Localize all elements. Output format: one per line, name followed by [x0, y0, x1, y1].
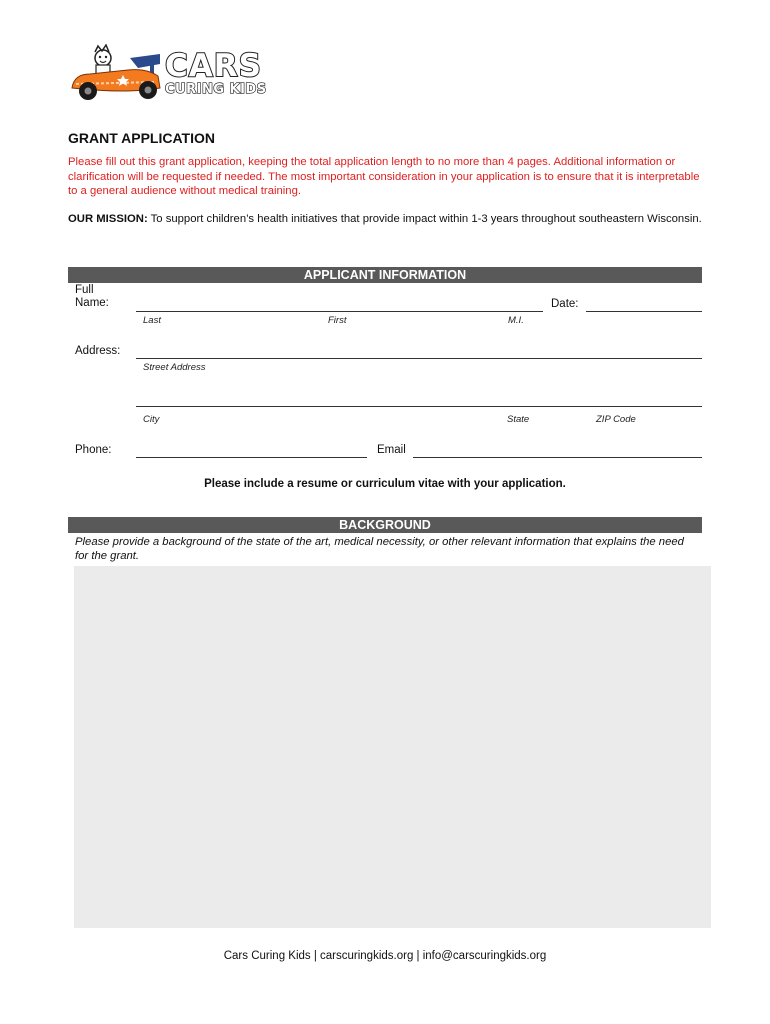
logo-word-cars: CARS	[165, 48, 262, 84]
full-name-field[interactable]	[136, 311, 543, 312]
mission-statement	[68, 212, 708, 227]
background-description: Please provide a background of the state of the art, medical necessity, or other relevant information that explains the need for the grant.	[75, 536, 684, 562]
street-address-hint: Street Address	[143, 362, 206, 373]
first-name-hint: First	[328, 315, 347, 326]
address-label: Address:	[75, 345, 121, 357]
full-name-label-line2: Name:	[75, 297, 109, 309]
background-header: BACKGROUND	[68, 517, 702, 533]
phone-label: Phone:	[75, 444, 112, 456]
mission-text: To support children’s health initiatives that provide impact within 1-3 years throughout southeastern Wisconsin.	[147, 213, 702, 225]
logo-word-curing-kids: CURING KIDS	[165, 82, 267, 97]
full-name-label	[75, 284, 109, 310]
resume-note: Please include a resume or curriculum vitae with your application.	[204, 478, 566, 490]
street-address-field[interactable]	[136, 358, 702, 359]
email-label: Email	[377, 444, 406, 456]
middle-initial-hint: M.I.	[508, 315, 524, 326]
intro-text: Please fill out this grant application, keeping the total application length to no more than 4 pages. Additional information or clarification will be requested if needed. The most important consideration in your application is to ensure that it is interpretable to a general audience without medical training.	[68, 156, 700, 197]
kid-head	[95, 50, 111, 66]
car-wing	[130, 54, 160, 68]
date-label: Date:	[551, 298, 579, 310]
zip-code-hint: ZIP Code	[596, 414, 636, 425]
city-hint: City	[143, 414, 160, 425]
date-field[interactable]	[586, 311, 702, 312]
city-state-zip-field[interactable]	[136, 406, 702, 407]
background-text-area[interactable]	[74, 566, 711, 928]
mission-label: OUR MISSION:	[68, 213, 148, 225]
phone-field[interactable]	[136, 457, 367, 458]
page-title: GRANT APPLICATION	[68, 130, 215, 146]
footer-contact: Cars Curing Kids | carscuringkids.org | info@carscuringkids.org	[223, 950, 547, 962]
last-name-hint: Last	[143, 315, 161, 326]
applicant-information-header: APPLICANT INFORMATION	[68, 267, 702, 283]
state-hint: State	[507, 414, 530, 425]
full-name-label-line1: Full	[75, 284, 94, 296]
email-field[interactable]	[413, 457, 702, 458]
